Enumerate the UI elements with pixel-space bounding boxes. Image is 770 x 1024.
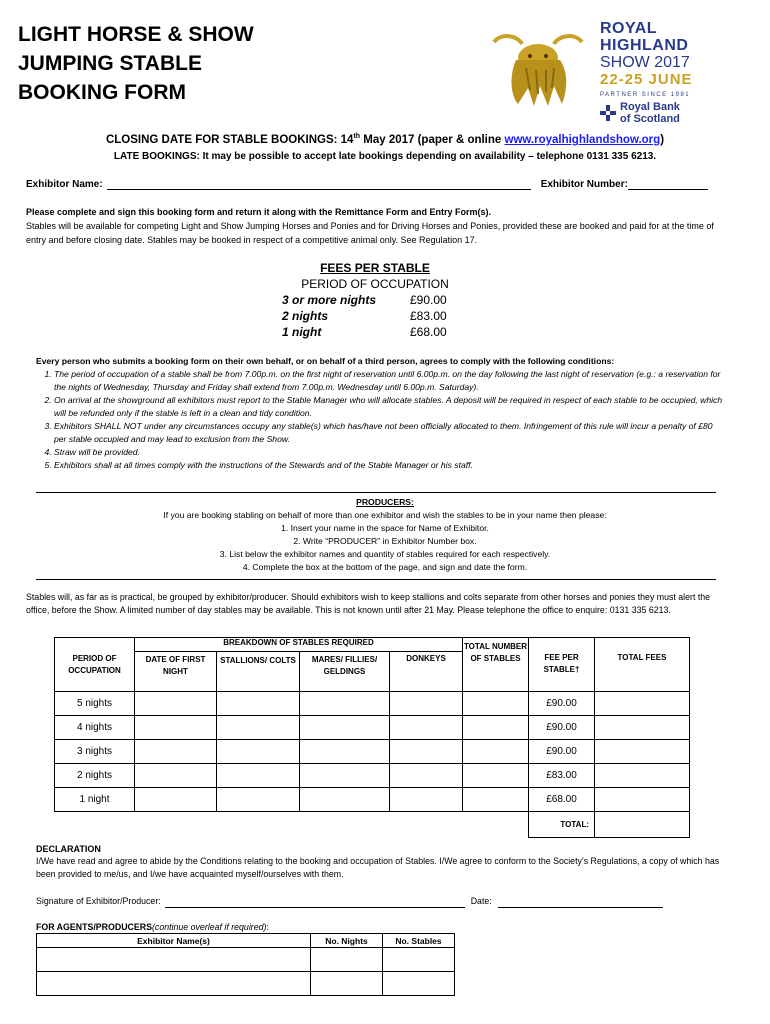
conditions-intro: Every person who submits a booking form on their own behalf, or on behalf of a third person, agrees to comply with the following conditions: [36,356,615,366]
cell-first-night[interactable] [135,716,217,740]
exhibitor-number-label: Exhibitor Number: [540,179,628,190]
fee-amount: £68.00 [410,325,447,339]
producers-line: 1. Insert your name in the space for Name of Exhibitor. [281,523,489,533]
exhibitor-name-label: Exhibitor Name: [26,179,103,190]
fee-label: 1 night [282,325,322,339]
agents-nights-cell[interactable] [311,948,383,972]
row-fee: £90.00 [529,740,595,764]
agents-col-name: Exhibitor Name(s) [37,934,311,948]
fees-subheading: PERIOD OF OCCUPATION [301,277,449,291]
closing-sup: th [353,133,361,140]
cell-donkeys[interactable] [390,716,463,740]
cell-stallions[interactable] [217,692,300,716]
cell-first-night[interactable] [135,788,217,812]
agents-heading: FOR AGENTS/PRODUCERS [36,922,152,932]
logo-partner: PARTNER SINCE 1981 [600,92,691,98]
agents-header-row [37,934,455,948]
instructions-bold: Please complete and sign this booking form and return it along with the Remittance Form and Entry Form(s). [26,207,492,217]
royal-highland-show-logo [600,20,710,125]
condition-item: 2. On arrival at the showground all exhibitors must report to the Stable Manager who will allocate stables. A deposit will be required in respect of each stable to be occupied, which will be refunded only if the stable is left in a clean and tidy condition. [54,394,726,420]
cell-total-number[interactable] [463,740,529,764]
closing-prefix: CLOSING DATE FOR STABLE BOOKINGS: 14 [105,133,354,146]
cell-total-fees[interactable] [595,764,690,788]
producers-section [60,496,710,574]
signature-label: Signature of Exhibitor/Producer: [36,896,161,906]
fees-per-stable [270,260,480,340]
table-header-row [55,638,690,652]
agents-heading-row [36,920,536,934]
table-row [55,764,690,788]
cell-mares[interactable] [300,764,390,788]
signature-row [36,894,726,908]
agents-col-stables: No. Stables [383,934,455,948]
row-fee: £68.00 [529,788,595,812]
header-stallions: STALLIONS/ COLTS [217,652,300,692]
declaration-heading: DECLARATION [36,844,101,854]
row-period: 2 nights [55,764,135,788]
cell-total-number[interactable] [463,692,529,716]
header-donkeys: DONKEYS [390,652,463,692]
title-line-3: BOOKING FORM [18,81,186,104]
agents-note: (continue overleaf if required) [152,922,267,932]
cell-donkeys[interactable] [390,764,463,788]
closing-suffix: ) [660,133,665,146]
table-total-row [55,812,690,838]
rbs-logo [600,101,710,125]
table-row [55,692,690,716]
closing-date [20,133,750,146]
cell-total-number[interactable] [463,764,529,788]
header-first-night: DATE OF FIRST NIGHT [135,652,217,692]
signature-field[interactable] [165,897,465,908]
divider-top [36,492,716,493]
fee-label: 2 nights [282,309,329,323]
exhibitor-number-field[interactable] [628,179,708,190]
header-total-number: TOTAL NUMBER OF STABLES [463,638,529,692]
cell-total-fees[interactable] [595,692,690,716]
agents-colon: : [266,922,269,932]
declaration-text: I/We have read and agree to abide by the Conditions relating to the booking and occupation of Stables. I/We agree to conform to the Society’s Regulations, a copy of which has been provided to me/us, and I/we have acquainted myself/ourselves with them. [36,856,720,879]
row-fee: £90.00 [529,692,595,716]
condition-item: 1. The period of occupation of a stable shall be from 7.00p.m. on the first night of reservation until 6.00p.m. on the day following the last night of reservation (e.g.: a reservation for the nights of Wednesday, Thursday and Friday shall extend from 7.00p.m. Wednesday until 6.00p.m. Saturday). [54,368,726,394]
cell-total-number[interactable] [463,788,529,812]
header-breakdown: BREAKDOWN OF STABLES REQUIRED [135,638,463,652]
agents-table [36,933,455,996]
header-fee: FEE PER STABLE† [529,638,595,692]
agents-name-cell[interactable] [37,948,311,972]
fee-amount: £83.00 [410,309,447,323]
cell-total-fees[interactable] [595,716,690,740]
logo-line-show: SHOW 2017 [600,54,690,71]
stable-booking-table [54,637,690,838]
row-fee: £83.00 [529,764,595,788]
cell-donkeys[interactable] [390,692,463,716]
producers-line: 4. Complete the box at the bottom of the page, and sign and date the form. [242,562,528,572]
agents-stables-cell[interactable] [383,948,455,972]
rbs-daisy-icon [600,105,616,121]
late-bookings: LATE BOOKINGS: It may be possible to accept late bookings depending on availability – telephone 0131 335 6213. [113,151,657,162]
cell-mares[interactable] [300,692,390,716]
producers-line: 3. List below the exhibitor names and quantity of stables required for each respectively. [219,549,551,559]
fee-row [270,292,480,308]
logo-line-highland: HIGHLAND [600,37,689,54]
header-period: PERIOD OF OCCUPATION [55,638,135,692]
logo-line-royal: ROYAL [600,20,658,37]
condition-item: 5. Exhibitors shall at all times comply with the instructions of the Stewards and of the Stable Manager or his staff. [54,459,726,472]
producers-line: 2. Write “PRODUCER” in Exhibitor Number box. [293,536,477,546]
exhibitor-fields [26,179,726,190]
table-row [55,716,690,740]
cell-stallions[interactable] [217,764,300,788]
highland-cow-logo-icon [488,28,588,108]
agents-stables-cell[interactable] [383,972,455,996]
cell-stallions[interactable] [217,740,300,764]
conditions-list [36,368,726,472]
fee-label: 3 or more nights [282,293,377,307]
row-period: 4 nights [55,716,135,740]
logo-dates: 22-25 JUNE [600,71,693,88]
logo-bank-line-2: of Scotland [620,113,680,125]
conditions [36,355,726,472]
fee-row [270,324,480,340]
fees-heading: FEES PER STABLE [320,261,430,275]
header-total-fees: TOTAL FEES [595,638,690,692]
condition-item: 3. Exhibitors SHALL NOT under any circumstances occupy any stable(s) which has/have not been officially allocated to them. Infringement of this rule will incur a penalty of £80 per stable occupied and may lead to exclusion from the Show. [54,420,726,446]
table-row [55,740,690,764]
condition-item: 4. Straw will be provided. [54,446,726,459]
website-link[interactable]: www.royalhighlandshow.org [504,133,661,146]
closing-middle: May 2017 (paper & online [360,133,505,146]
date-field[interactable] [498,897,663,908]
producers-heading: PRODUCERS: [356,497,414,507]
title-line-1: LIGHT HORSE & SHOW [18,23,254,46]
fee-row [270,308,480,324]
agents-nights-cell[interactable] [311,972,383,996]
cell-stallions[interactable] [217,788,300,812]
cell-total-number[interactable] [463,716,529,740]
divider-bottom [36,579,716,580]
header-mares: MARES/ FILLIES/ GELDINGS [300,652,390,692]
cell-grand-total[interactable] [595,812,690,838]
cell-mares[interactable] [300,788,390,812]
instructions-text: Stables will be available for competing Light and Show Jumping Horses and Ponies and for Driving Horses and Ponies, provided these are booked and paid for at the time of entry and before closing date. Stables may be booked in respect of a competitive animal only. See Regulation 17. [26,221,714,245]
producers-line: If you are booking stabling on behalf of more than one exhibitor and wish the stables to be in your name then please: [163,510,607,520]
total-label: TOTAL: [529,812,595,838]
cell-donkeys[interactable] [390,740,463,764]
cell-first-night[interactable] [135,764,217,788]
agents-col-nights: No. Nights [311,934,383,948]
grouping-text: Stables will, as far as is practical, be grouped by exhibitor/producer. Should exhibitors wish to keep stallions and colts separate from other horses and ponies they must alert the office, before the Show. A limited number of day stables may be available. This is not known until after 21 May. Please telephone the office to enquire: 0131 335 6213. [26,592,711,615]
title-line-2: JUMPING STABLE [18,52,202,75]
agents-row [37,972,455,996]
table-row [55,788,690,812]
row-period: 1 night [55,788,135,812]
total-spacer [55,812,529,838]
form-title [18,20,254,107]
cell-first-night[interactable] [135,692,217,716]
logo-bank-line-1: Royal Bank [620,101,680,113]
cell-total-fees[interactable] [595,788,690,812]
agents-name-cell[interactable] [37,972,311,996]
row-period: 3 nights [55,740,135,764]
row-period: 5 nights [55,692,135,716]
cell-mares[interactable] [300,716,390,740]
fee-amount: £90.00 [410,293,447,307]
date-label: Date: [470,896,492,906]
cell-donkeys[interactable] [390,788,463,812]
cell-total-fees[interactable] [595,740,690,764]
cell-stallions[interactable] [217,716,300,740]
exhibitor-name-field[interactable] [107,179,531,190]
agents-row [37,948,455,972]
cell-first-night[interactable] [135,740,217,764]
row-fee: £90.00 [529,716,595,740]
cell-mares[interactable] [300,740,390,764]
